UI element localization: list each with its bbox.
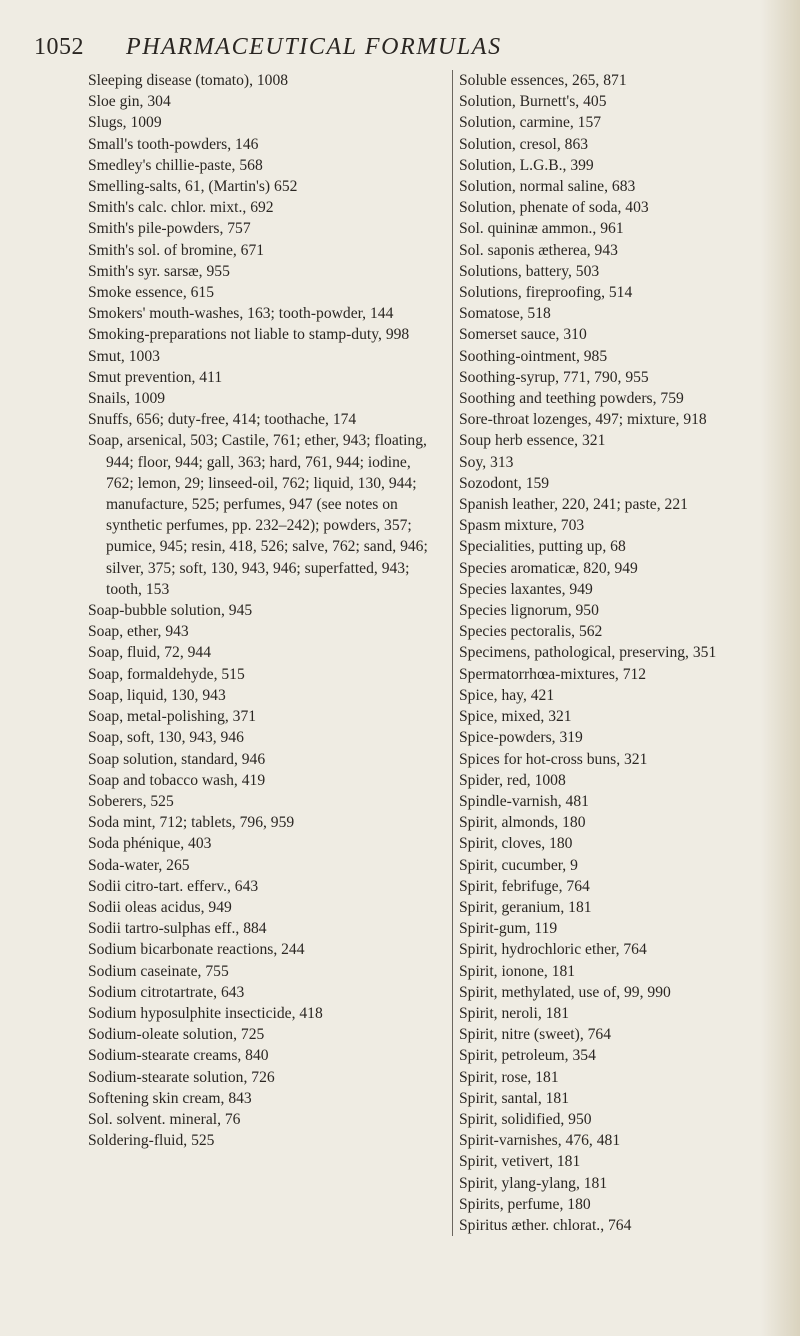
index-entry: Spasm mixture, 703 xyxy=(459,517,585,535)
index-entry: Spider, red, 1008 xyxy=(459,771,566,789)
index-entry: Somatose, 518 xyxy=(459,305,551,323)
index-entry: Smoking-preparations not liable to stamp-duty, 998 xyxy=(88,326,410,344)
index-entry: Soda phénique, 403 xyxy=(88,835,212,853)
index-entry: Soap, fluid, 72, 944 xyxy=(88,644,212,662)
index-entry: Soap-bubble solution, 945 xyxy=(88,602,253,620)
index-entry: Soup herb essence, 321 xyxy=(459,432,606,450)
index-entry: Solution, L.G.B., 399 xyxy=(459,156,594,174)
index-entry: Spermatorrhœa-mixtures, 712 xyxy=(459,665,647,683)
index-entry: Soothing-ointment, 985 xyxy=(459,347,608,365)
index-entry: Spirits, perfume, 180 xyxy=(459,1195,591,1213)
index-entry: Solution, carmine, 157 xyxy=(459,114,602,132)
index-entry: Sodium hyposulphite insecticide, 418 xyxy=(88,1004,323,1022)
index-entry: Sol. solvent. mineral, 76 xyxy=(88,1110,241,1128)
index-entry: Spiritus æther. chlorat., 764 xyxy=(459,1216,632,1234)
index-entry: Soap, arsenical, 503; Castile, 761; ether, 943; floating, 944; floor, 944; gall, 363; hard, 761, 944; iodine, 762; lemon, 29; linseed-oil, 762; liquid, 130, 944; manufacture, 525; perfumes, 947 (see notes on synthetic perfumes, pp. 232–242); powders, 357; pumice, 945; resin, 418, 526; salve, 762; sand, 946; silver, 375; soft, 130, 943, 946; superfatted, 943; tooth, 153 xyxy=(88,432,428,598)
index-entry: Sodii citro-tart. efferv., 643 xyxy=(88,877,259,895)
index-entry: Spice-powders, 319 xyxy=(459,729,583,747)
page-edge-shadow xyxy=(760,0,800,1336)
index-entry: Soda mint, 712; tablets, 796, 959 xyxy=(88,814,295,832)
index-entry: Spanish leather, 220, 241; paste, 221 xyxy=(459,496,688,514)
index-entry: Spirit, methylated, use of, 99, 990 xyxy=(459,983,671,1001)
index-entry: Sodii tartro-sulphas eff., 884 xyxy=(88,920,267,938)
index-entry: Softening skin cream, 843 xyxy=(88,1089,252,1107)
index-entry: Solutions, fireproofing, 514 xyxy=(459,284,633,302)
index-entry: Spirit, santal, 181 xyxy=(459,1089,570,1107)
index-entry: Smokers' mouth-washes, 163; tooth-powder, 144 xyxy=(88,305,394,323)
index-entry: Soap solution, standard, 946 xyxy=(88,750,266,768)
index-column-right xyxy=(452,70,800,1236)
index-entry: Spirit, neroli, 181 xyxy=(459,1004,570,1022)
index-entry: Sodium caseinate, 755 xyxy=(88,962,229,980)
index-entry: Spirit, nitre (sweet), 764 xyxy=(459,1026,612,1044)
index-entry: Spirit, hydrochloric ether, 764 xyxy=(459,941,647,959)
index-entry: Soluble essences, 265, 871 xyxy=(459,72,627,89)
index-entry: Spirit, geranium, 181 xyxy=(459,898,592,916)
index-entry: Soothing and teething powders, 759 xyxy=(459,390,684,408)
index-entry: Solution, cresol, 863 xyxy=(459,135,589,153)
page-header xyxy=(34,30,774,70)
index-entry: Slugs, 1009 xyxy=(88,114,162,132)
index-entry: Soap, soft, 130, 943, 946 xyxy=(88,729,244,747)
index-entry: Spirit, solidified, 950 xyxy=(459,1110,592,1128)
index-entry: Soap and tobacco wash, 419 xyxy=(88,771,266,789)
index-entry: Spirit, petroleum, 354 xyxy=(459,1047,596,1065)
index-entry: Solution, Burnett's, 405 xyxy=(459,93,607,111)
index-entry: Spirit-gum, 119 xyxy=(459,920,558,938)
index-entry: Sodium-stearate creams, 840 xyxy=(88,1047,269,1065)
index-entry: Soap, ether, 943 xyxy=(88,623,189,641)
index-entry: Sore-throat lozenges, 497; mixture, 918 xyxy=(459,411,707,429)
index-entry: Sloe gin, 304 xyxy=(88,93,171,111)
index-entry: Smith's calc. chlor. mixt., 692 xyxy=(88,199,274,217)
index-entry: Species aromaticæ, 820, 949 xyxy=(459,559,638,577)
index-entry: Smelling-salts, 61, (Martin's) 652 xyxy=(88,178,298,196)
index-entry: Smith's sol. of bromine, 671 xyxy=(88,241,265,259)
index-entry: Snails, 1009 xyxy=(88,390,166,408)
index-entry: Smut, 1003 xyxy=(88,347,160,365)
index-entry: Smedley's chillie-paste, 568 xyxy=(88,156,263,174)
index-entry: Soberers, 525 xyxy=(88,792,174,810)
index-entry: Species pectoralis, 562 xyxy=(459,623,603,641)
index-entry: Soothing-syrup, 771, 790, 955 xyxy=(459,368,649,386)
index-entry: Sol. quininæ ammon., 961 xyxy=(459,220,624,238)
index-entry: Specialities, putting up, 68 xyxy=(459,538,626,556)
index-entry: Spice, mixed, 321 xyxy=(459,708,572,726)
index-entry: Somerset sauce, 310 xyxy=(459,326,587,344)
index-entry: Spirit, cucumber, 9 xyxy=(459,856,578,874)
index-entry: Sodium citrotartrate, 643 xyxy=(88,983,245,1001)
index-entry: Sodium-stearate solution, 726 xyxy=(88,1068,275,1086)
index-entry: Spices for hot-cross buns, 321 xyxy=(459,750,648,768)
index-entry: Smoke essence, 615 xyxy=(88,284,215,302)
index-entry: Soy, 313 xyxy=(459,453,514,471)
index-entry: Spirit, ylang-ylang, 181 xyxy=(459,1174,608,1192)
index-entry: Soap, formaldehyde, 515 xyxy=(88,665,245,683)
index-entry: Spirit, rose, 181 xyxy=(459,1068,559,1086)
index-entry: Spirit, febrifuge, 764 xyxy=(459,877,590,895)
index-entry: Solutions, battery, 503 xyxy=(459,262,600,280)
index-entry: Smith's pile-powders, 757 xyxy=(88,220,251,238)
index-entry: Specimens, pathological, preserving, 351 xyxy=(459,644,717,662)
index-entry: Soap, liquid, 130, 943 xyxy=(88,686,226,704)
index-column-left xyxy=(88,70,433,1151)
index-entry: Smith's syr. sarsæ, 955 xyxy=(88,262,230,280)
index-entry: Species laxantes, 949 xyxy=(459,580,593,598)
index-entry: Solution, phenate of soda, 403 xyxy=(459,199,649,217)
index-entry: Sol. saponis ætherea, 943 xyxy=(459,241,618,259)
index-entry: Snuffs, 656; duty-free, 414; toothache, 174 xyxy=(88,411,357,429)
index-entry: Small's tooth-powders, 146 xyxy=(88,135,259,153)
index-entry: Soldering-fluid, 525 xyxy=(88,1132,215,1150)
index-entry: Sleeping disease (tomato), 1008 xyxy=(88,72,289,89)
index-entry: Spirit, cloves, 180 xyxy=(459,835,573,853)
index-entry: Spindle-varnish, 481 xyxy=(459,792,589,810)
index-entry: Sozodont, 159 xyxy=(459,474,550,492)
index-entry: Soap, metal-polishing, 371 xyxy=(88,708,257,726)
index-entry: Spirit, ionone, 181 xyxy=(459,962,576,980)
index-entry: Soda-water, 265 xyxy=(88,856,190,874)
index-entry: Solution, normal saline, 683 xyxy=(459,178,636,196)
index-entry: Spirit, almonds, 180 xyxy=(459,814,586,832)
index-entry: Species lignorum, 950 xyxy=(459,602,599,620)
index-entry: Spice, hay, 421 xyxy=(459,686,555,704)
index-entry: Sodii oleas acidus, 949 xyxy=(88,898,232,916)
index-entry: Sodium bicarbonate reactions, 244 xyxy=(88,941,305,959)
index-entry: Smut prevention, 411 xyxy=(88,368,223,386)
running-title: PHARMACEUTICAL FORMULAS xyxy=(126,34,502,60)
index-entry: Spirit-varnishes, 476, 481 xyxy=(459,1132,621,1150)
page-number: 1052 xyxy=(34,34,84,60)
index-entry: Spirit, vetivert, 181 xyxy=(459,1153,581,1171)
index-entry: Sodium-oleate solution, 725 xyxy=(88,1026,265,1044)
